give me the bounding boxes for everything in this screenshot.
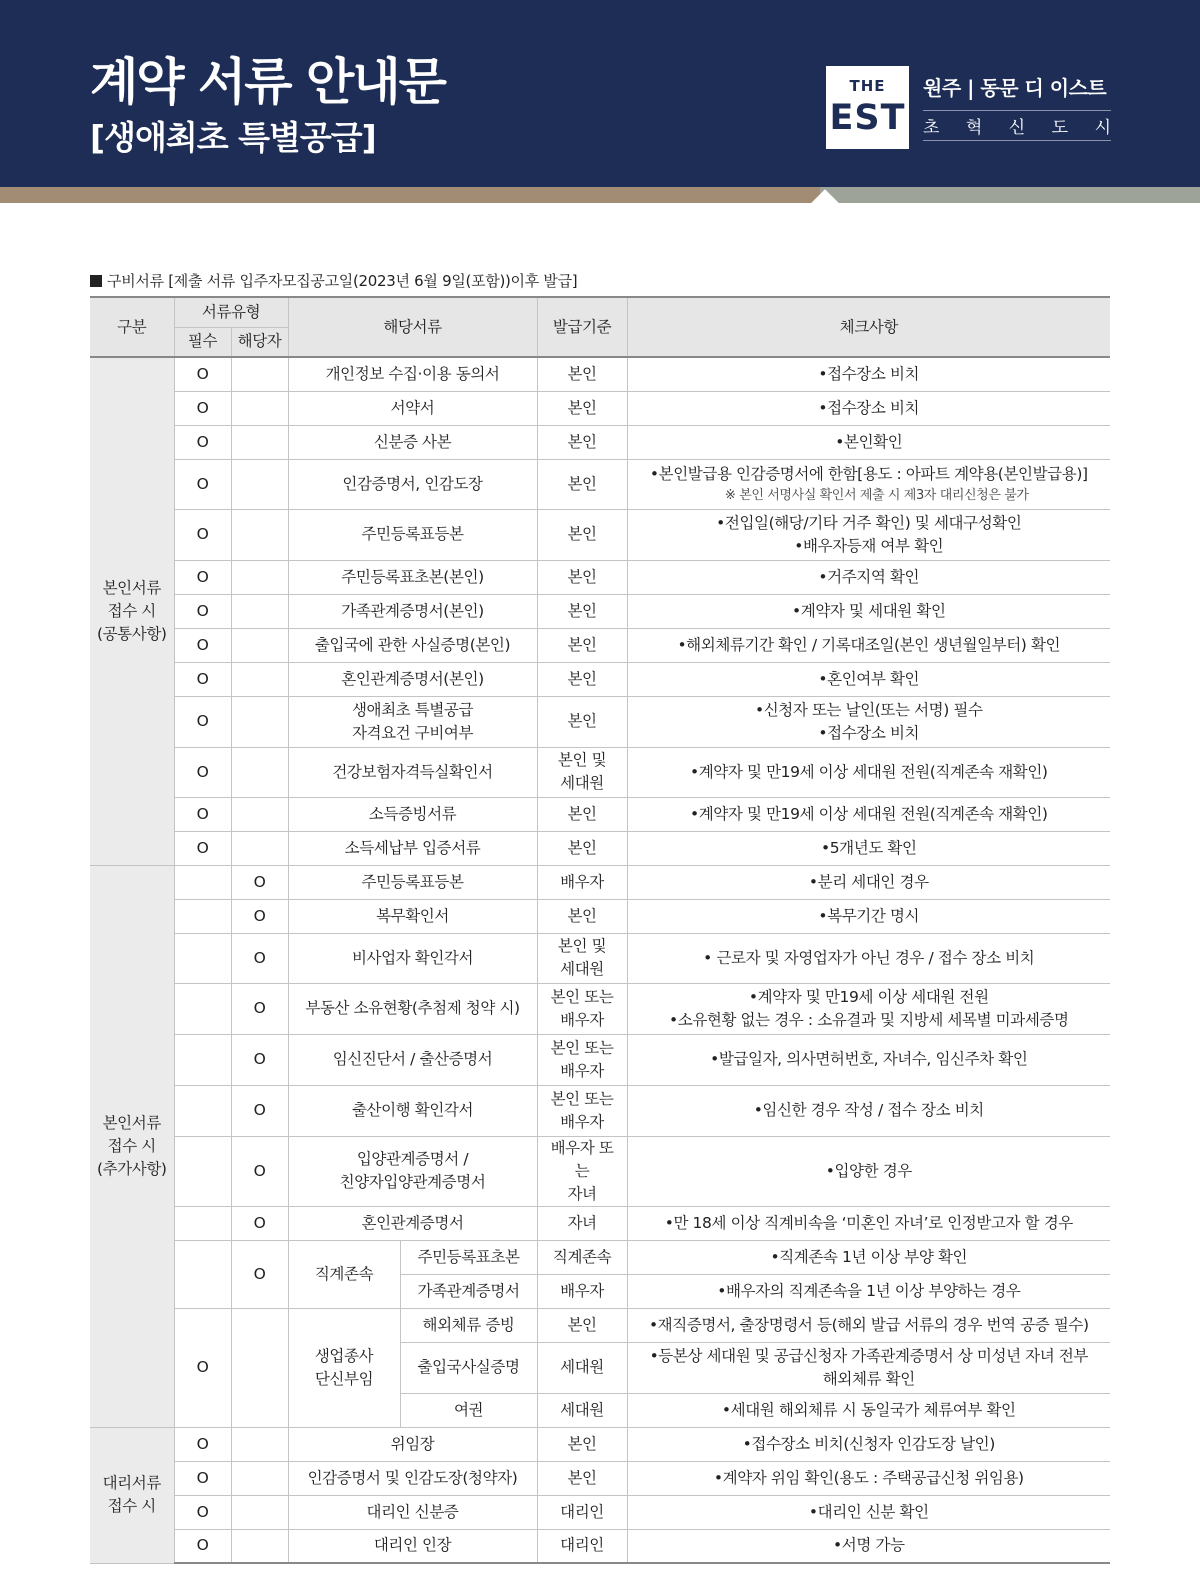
check-items: •계약자 위임 확인(용도 : 주택공급신청 위임용)	[627, 1461, 1110, 1495]
cell-line: 본인 또는	[550, 987, 614, 1006]
tagline-char: 신	[1008, 118, 1026, 138]
check-items: • 근로자 및 자영업자가 아닌 경우 / 접수 장소 비치	[627, 933, 1110, 983]
document-name: 소득증빙서류	[288, 797, 537, 831]
header-document: 해당서류	[288, 297, 537, 357]
cell-line: (추가사항)	[96, 1159, 167, 1178]
table-row	[90, 425, 1110, 459]
square-bullet-icon	[90, 275, 102, 287]
check-items: •발급일자, 의사면허번호, 자녀수, 임신주차 확인	[627, 1034, 1110, 1085]
cell-line: 배우자	[560, 1112, 604, 1131]
check-items: •본인확인	[627, 425, 1110, 459]
required-mark: O	[174, 509, 231, 560]
cell-line: 본인 또는	[550, 1089, 614, 1108]
applicable-mark	[231, 1529, 288, 1563]
required-mark: O	[174, 1495, 231, 1529]
applicable-mark	[231, 628, 288, 662]
table-row	[90, 662, 1110, 696]
applicable-mark	[231, 459, 288, 509]
table-row	[90, 747, 1110, 797]
applicable-mark	[231, 1427, 288, 1461]
table-row	[90, 831, 1110, 865]
issue-basis	[537, 1136, 627, 1206]
document-name: 혼인관계증명서(본인)	[288, 662, 537, 696]
applicable-mark	[231, 797, 288, 831]
applicable-mark	[231, 594, 288, 628]
issue-basis: 본인	[537, 662, 627, 696]
table-row	[90, 1529, 1110, 1563]
document-name: 소득세납부 입증서류	[288, 831, 537, 865]
check-item: •접수장소 비치	[818, 723, 920, 742]
table-row	[90, 391, 1110, 425]
brand-divider	[923, 110, 1111, 111]
document-name: 혼인관계증명서	[288, 1206, 537, 1240]
issue-basis: 배우자	[537, 1274, 627, 1308]
applicable-mark	[231, 747, 288, 797]
applicable-mark: O	[231, 899, 288, 933]
check-note: ※ 본인 서명사실 확인서 제출 시 제3자 대리신청은 불가	[725, 487, 1029, 503]
required-mark: O	[174, 357, 231, 391]
check-items: •계약자 및 세대원 확인	[627, 594, 1110, 628]
required-mark	[174, 899, 231, 933]
required-mark: O	[174, 1308, 231, 1427]
table-row	[90, 509, 1110, 560]
brand-name: 원주 | 동문 디 이스트	[923, 76, 1107, 100]
document-name	[288, 1136, 537, 1206]
check-items: •해외체류기간 확인 / 기록대조일(본인 생년월일부터) 확인	[627, 628, 1110, 662]
cell-line: 배우자	[560, 1010, 604, 1029]
cell-line: 본인 및	[557, 937, 607, 955]
cell-line: 입양관계증명서 /	[356, 1150, 469, 1168]
applicable-mark: O	[231, 983, 288, 1034]
check-items: •배우자의 직계존속을 1년 이상 부양하는 경우	[627, 1274, 1110, 1308]
required-mark: O	[174, 1529, 231, 1563]
applicable-mark	[231, 696, 288, 747]
issue-basis: 직계존속	[537, 1240, 627, 1274]
table-row	[90, 560, 1110, 594]
document-name: 인감증명서, 인감도장	[288, 459, 537, 509]
issue-basis	[537, 747, 627, 797]
document-name: 출산이행 확인각서	[288, 1085, 537, 1136]
issue-basis: 본인	[537, 425, 627, 459]
check-items: •혼인여부 확인	[627, 662, 1110, 696]
document-name: 가족관계증명서	[400, 1274, 537, 1308]
check-item: 해외체류 확인	[822, 1369, 915, 1388]
issue-basis: 본인	[537, 509, 627, 560]
cell-line: 생업종사	[314, 1346, 374, 1365]
applicable-mark	[231, 560, 288, 594]
required-mark: O	[174, 696, 231, 747]
issue-basis: 본인	[537, 899, 627, 933]
header-issue-basis: 발급기준	[537, 297, 627, 357]
check-items: •접수장소 비치	[627, 357, 1110, 391]
required-mark: O	[174, 560, 231, 594]
cell-line: 본인서류	[102, 1113, 161, 1132]
check-items	[627, 459, 1110, 509]
table-row	[90, 1034, 1110, 1085]
document-name: 복무확인서	[288, 899, 537, 933]
document-name: 가족관계증명서(본인)	[288, 594, 537, 628]
page-subtitle: [생애최초 특별공급]	[90, 118, 376, 157]
required-mark: O	[174, 1427, 231, 1461]
required-mark: O	[174, 425, 231, 459]
document-name: 주민등록표등본	[288, 509, 537, 560]
cell-line: 접수 시	[107, 1136, 156, 1155]
section-heading	[90, 270, 577, 291]
header-applicable: 해당자	[231, 327, 288, 357]
document-name: 출입국에 관한 사실증명(본인)	[288, 628, 537, 662]
table-row	[90, 459, 1110, 509]
issue-basis: 본인	[537, 391, 627, 425]
table-row	[90, 1308, 1110, 1342]
issue-basis: 세대원	[537, 1393, 627, 1427]
cell-line: 본인 또는	[550, 1038, 614, 1057]
table-row	[90, 1461, 1110, 1495]
issue-basis	[537, 933, 627, 983]
table-row	[90, 1495, 1110, 1529]
table-row	[90, 797, 1110, 831]
required-mark	[174, 1034, 231, 1085]
accent-stripe-brown	[0, 187, 820, 203]
document-name: 건강보험자격득실확인서	[288, 747, 537, 797]
check-items	[627, 509, 1110, 560]
required-mark: O	[174, 594, 231, 628]
required-mark: O	[174, 662, 231, 696]
issue-basis: 대리인	[537, 1495, 627, 1529]
check-item: •신청자 또는 날인(또는 서명) 필수	[754, 700, 983, 719]
cell-line: 자녀	[567, 1184, 597, 1203]
required-mark: O	[174, 628, 231, 662]
applicable-mark: O	[231, 1085, 288, 1136]
check-item: •배우자등재 여부 확인	[794, 536, 944, 555]
document-name: 주민등록표초본(본인)	[288, 560, 537, 594]
page-title: 계약 서류 안내문	[90, 53, 445, 111]
document-name: 서약서	[288, 391, 537, 425]
check-items: •복무기간 명시	[627, 899, 1110, 933]
document-name: 대리인 인장	[288, 1529, 537, 1563]
table-row	[90, 628, 1110, 662]
issue-basis: 본인	[537, 831, 627, 865]
applicable-mark	[231, 662, 288, 696]
required-mark	[174, 1240, 231, 1308]
applicable-mark	[231, 1495, 288, 1529]
document-name: 출입국사실증명	[400, 1342, 537, 1393]
check-items: •거주지역 확인	[627, 560, 1110, 594]
logo-main-text: EST	[829, 98, 906, 138]
applicable-mark: O	[231, 865, 288, 899]
applicable-mark	[231, 1308, 288, 1427]
required-mark: O	[174, 1461, 231, 1495]
table-row	[90, 865, 1110, 899]
applicable-mark	[231, 1461, 288, 1495]
applicable-mark	[231, 357, 288, 391]
applicable-mark: O	[231, 1136, 288, 1206]
header-required: 필수	[174, 327, 231, 357]
issue-basis: 본인	[537, 357, 627, 391]
check-items: •대리인 신분 확인	[627, 1495, 1110, 1529]
cell-line: 세대원	[560, 774, 604, 792]
issue-basis: 본인	[537, 797, 627, 831]
document-name: 부동산 소유현황(추첨제 청약 시)	[288, 983, 537, 1034]
cell-line: 생애최초 특별공급	[351, 700, 474, 719]
required-mark: O	[174, 459, 231, 509]
brand-divider	[923, 140, 1111, 141]
subcategory-cell: 직계존속	[288, 1240, 400, 1308]
issue-basis: 배우자	[537, 865, 627, 899]
required-mark	[174, 1085, 231, 1136]
check-items	[627, 1342, 1110, 1393]
category-cell	[90, 357, 174, 865]
check-items	[627, 983, 1110, 1034]
required-mark	[174, 865, 231, 899]
document-name: 임신진단서 / 출산증명서	[288, 1034, 537, 1085]
check-items	[627, 696, 1110, 747]
document-name: 인감증명서 및 인감도장(청약자)	[288, 1461, 537, 1495]
cell-line: 세대원	[560, 960, 604, 978]
cell-line: 단신부임	[314, 1369, 374, 1388]
table-row	[90, 933, 1110, 983]
check-items: •접수장소 비치(신청자 인감도장 날인)	[627, 1427, 1110, 1461]
check-item: •전입일(해당/기타 거주 확인) 및 세대구성확인	[716, 513, 1022, 532]
table-row	[90, 1240, 1110, 1274]
cell-line: 접수 시	[107, 1497, 156, 1515]
issue-basis: 본인	[537, 1461, 627, 1495]
cell-line: 본인 및	[557, 751, 607, 769]
tagline-char: 시	[1094, 118, 1111, 138]
logo-top-text: THE	[849, 77, 886, 95]
table-row	[90, 1427, 1110, 1461]
document-name: 대리인 신분증	[288, 1495, 537, 1529]
issue-basis: 세대원	[537, 1342, 627, 1393]
document-name: 주민등록표등본	[288, 865, 537, 899]
cell-line: 대리서류	[102, 1474, 161, 1492]
check-items: •분리 세대인 경우	[627, 865, 1110, 899]
issue-basis: 본인	[537, 594, 627, 628]
cell-line: 자격요건 구비여부	[351, 723, 474, 742]
the-est-logo	[826, 66, 909, 149]
subcategory-cell	[288, 1308, 400, 1427]
check-item: •본인발급용 인감증명서에 한함[용도 : 아파트 계약용(본인발급용)]	[649, 464, 1088, 483]
table-row	[90, 357, 1110, 391]
header-banner	[0, 0, 1200, 187]
cell-line: 친양자입양관계증명서	[339, 1173, 486, 1191]
check-items: •직계존속 1년 이상 부양 확인	[627, 1240, 1110, 1274]
applicable-mark: O	[231, 1034, 288, 1085]
issue-basis	[537, 1034, 627, 1085]
applicable-mark: O	[231, 1206, 288, 1240]
document-name: 개인정보 수집·이용 동의서	[288, 357, 537, 391]
issue-basis: 본인	[537, 1308, 627, 1342]
table-row	[90, 696, 1110, 747]
table-row	[90, 1136, 1110, 1206]
required-mark	[174, 1206, 231, 1240]
check-items: •만 18세 이상 직계비속을 ‘미혼인 자녀’로 인정받고자 할 경우	[627, 1206, 1110, 1240]
required-mark: O	[174, 831, 231, 865]
table-row	[90, 1085, 1110, 1136]
issue-basis: 본인	[537, 560, 627, 594]
brand-tagline	[923, 114, 1111, 142]
header-check: 체크사항	[627, 297, 1110, 357]
header-category: 구분	[90, 297, 174, 357]
document-name	[288, 696, 537, 747]
check-item: •등본상 세대원 및 공급신청자 가족관계증명서 상 미성년 자녀 전부	[649, 1346, 1088, 1365]
check-item: •소유현황 없는 경우 : 소유결과 및 지방세 세목별 미과세증명	[669, 1010, 1069, 1029]
document-name: 여권	[400, 1393, 537, 1427]
table-row	[90, 899, 1110, 933]
issue-basis	[537, 1085, 627, 1136]
document-name: 비사업자 확인각서	[288, 933, 537, 983]
check-items: •접수장소 비치	[627, 391, 1110, 425]
required-mark: O	[174, 391, 231, 425]
check-items: •임신한 경우 작성 / 접수 장소 비치	[627, 1085, 1110, 1136]
tagline-char: 도	[1051, 118, 1069, 138]
required-mark	[174, 983, 231, 1034]
category-cell	[90, 865, 174, 1427]
applicable-mark: O	[231, 1240, 288, 1308]
cell-line: 배우자 또는	[550, 1138, 614, 1180]
cell-line: 본인서류	[102, 578, 161, 597]
section-heading-text: 구비서류 [제출 서류 입주자모집공고일(2023년 6월 9일(포함))이후 발급]	[107, 272, 578, 290]
check-items: •계약자 및 만19세 이상 세대원 전원(직계존속 재확인)	[627, 797, 1110, 831]
header-doc-type: 서류유형	[174, 297, 288, 327]
table-row	[90, 1206, 1110, 1240]
document-name: 해외체류 증빙	[400, 1308, 537, 1342]
cell-line: 접수 시	[107, 601, 156, 620]
check-items: •5개년도 확인	[627, 831, 1110, 865]
documents-table	[90, 296, 1110, 1564]
table-row	[90, 594, 1110, 628]
cell-line: 배우자	[560, 1061, 604, 1080]
cell-line: (공통사항)	[96, 624, 167, 643]
table-body	[90, 357, 1110, 1563]
document-name: 신분증 사본	[288, 425, 537, 459]
issue-basis: 본인	[537, 628, 627, 662]
check-items: •입양한 경우	[627, 1136, 1110, 1206]
issue-basis: 대리인	[537, 1529, 627, 1563]
applicable-mark	[231, 391, 288, 425]
issue-basis: 본인	[537, 696, 627, 747]
check-items: •서명 가능	[627, 1529, 1110, 1563]
required-mark	[174, 933, 231, 983]
table-row	[90, 983, 1110, 1034]
check-items: •재직증명서, 출장명령서 등(해외 발급 서류의 경우 번역 공증 필수)	[627, 1308, 1110, 1342]
tagline-char: 초	[923, 118, 940, 138]
issue-basis	[537, 983, 627, 1034]
applicable-mark	[231, 509, 288, 560]
check-item: •계약자 및 만19세 이상 세대원 전원	[748, 987, 989, 1006]
issue-basis: 본인	[537, 1427, 627, 1461]
document-name: 위임장	[288, 1427, 537, 1461]
category-cell	[90, 1427, 174, 1563]
applicable-mark	[231, 425, 288, 459]
required-mark: O	[174, 747, 231, 797]
required-mark	[174, 1136, 231, 1206]
applicable-mark: O	[231, 933, 288, 983]
document-name: 주민등록표초본	[400, 1240, 537, 1274]
issue-basis: 본인	[537, 459, 627, 509]
check-items: •세대원 해외체류 시 동일국가 체류여부 확인	[627, 1393, 1110, 1427]
applicable-mark	[231, 831, 288, 865]
required-mark: O	[174, 797, 231, 831]
tagline-char: 혁	[965, 118, 983, 138]
issue-basis: 자녀	[537, 1206, 627, 1240]
accent-stripe-gray	[820, 187, 1200, 203]
check-items: •계약자 및 만19세 이상 세대원 전원(직계존속 재확인)	[627, 747, 1110, 797]
